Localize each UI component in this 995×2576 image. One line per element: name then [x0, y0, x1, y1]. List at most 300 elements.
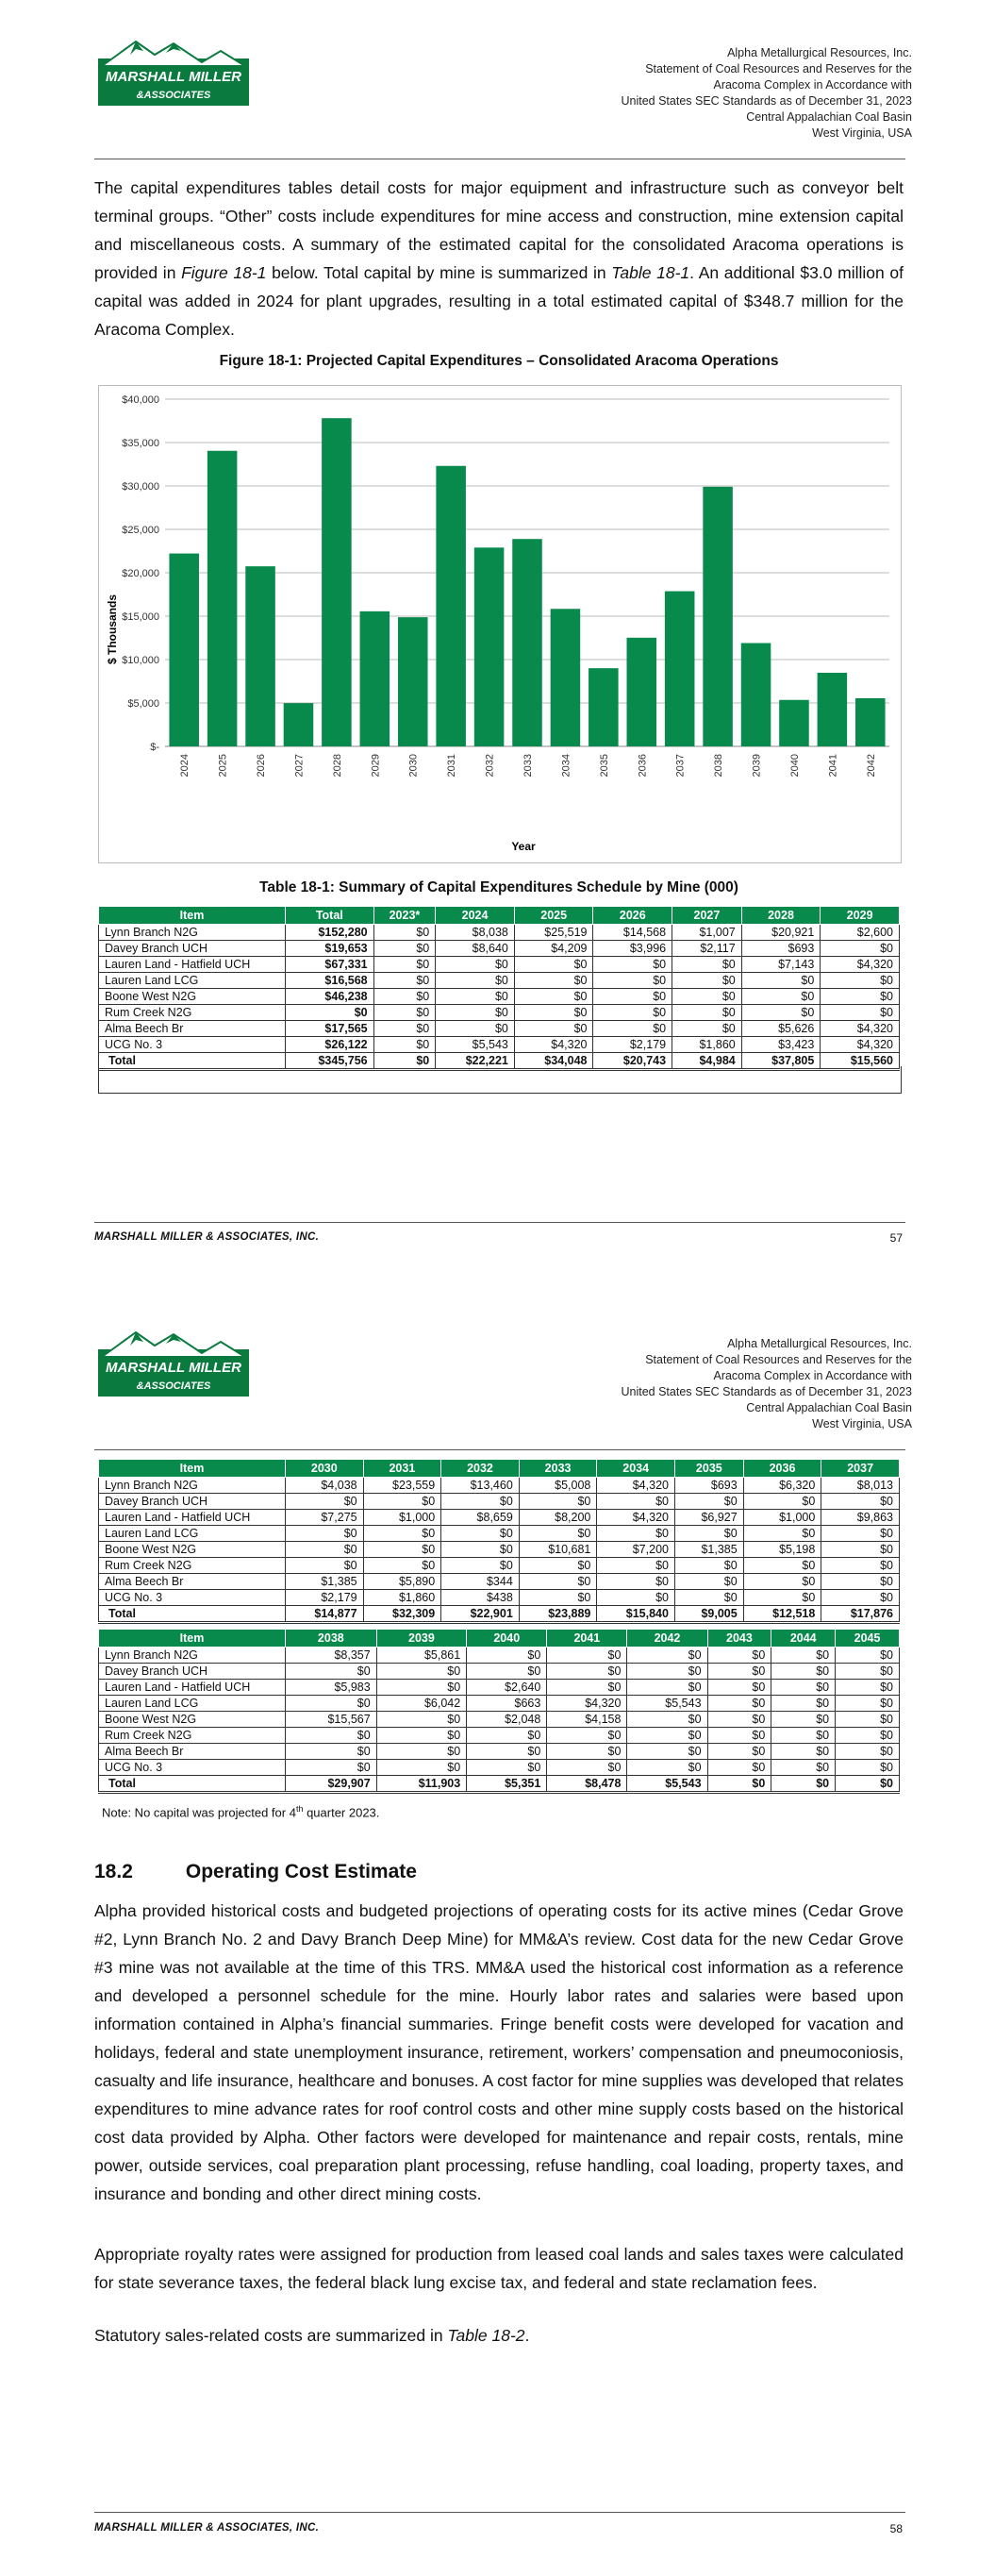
table-cell: $0	[514, 1021, 593, 1037]
table-cell: $0	[707, 1744, 771, 1760]
table-cell: $7,200	[597, 1542, 675, 1558]
table-cell: $438	[441, 1590, 520, 1606]
table-cell: $0	[436, 973, 515, 989]
table-row	[99, 1760, 900, 1776]
table-cell: $17,565	[286, 1021, 374, 1037]
table-cell: $8,640	[436, 941, 515, 957]
footer-firm-name: MARSHALL MILLER & ASSOCIATES, INC.	[94, 2522, 320, 2534]
row-label: Lynn Branch N2G	[99, 925, 286, 941]
table-cell: $1,385	[674, 1542, 743, 1558]
row-label: UCG No. 3	[99, 1760, 286, 1776]
bar-2039	[741, 643, 771, 746]
header-line4: United States SEC Standards as of December 31, 2023	[621, 94, 912, 108]
table-cell: $0	[519, 1526, 597, 1542]
table-cell: $0	[436, 1005, 515, 1021]
table-cell: $0	[741, 973, 821, 989]
table-cell: $0	[363, 1494, 441, 1510]
table-cell: $0	[821, 1558, 900, 1574]
table-cell: $0	[707, 1648, 771, 1664]
table-cell: $0	[547, 1648, 627, 1664]
column-header: 2042	[627, 1630, 707, 1648]
table-cell: $2,048	[467, 1712, 547, 1728]
table-cell: $0	[627, 1680, 707, 1696]
table-row	[99, 1712, 900, 1728]
total-row	[99, 1776, 900, 1793]
total-cell: $5,351	[467, 1776, 547, 1793]
total-cell: $0	[373, 1053, 436, 1070]
total-cell: $11,903	[376, 1776, 467, 1793]
total-cell: $9,005	[674, 1606, 743, 1623]
table-cell: $0	[821, 1590, 900, 1606]
table-cell: $0	[836, 1696, 900, 1712]
table-cell: $0	[514, 973, 593, 989]
table-cell: $0	[373, 1005, 436, 1021]
table-row	[99, 1494, 900, 1510]
table-cell: $8,013	[821, 1478, 900, 1494]
table-cell: $2,179	[286, 1590, 364, 1606]
section-number: 18.2	[94, 1861, 133, 1882]
table-row	[99, 973, 900, 989]
table-row	[99, 1728, 900, 1744]
x-tick-label: 2029	[370, 754, 382, 778]
x-tick-label: 2041	[827, 754, 839, 778]
column-header: 2031	[363, 1460, 441, 1478]
table-row	[99, 1590, 900, 1606]
row-label: Lauren Land - Hatfield UCH	[99, 1510, 286, 1526]
capex-table-2023-2029	[98, 906, 900, 1071]
table-cell: $0	[373, 1037, 436, 1053]
table-spacer-row	[98, 1066, 902, 1094]
table-row	[99, 1526, 900, 1542]
table-cell: $5,983	[286, 1680, 377, 1696]
column-header: 2039	[376, 1630, 467, 1648]
total-cell: $23,889	[519, 1606, 597, 1623]
table-cell: $693	[674, 1478, 743, 1494]
total-label: Total	[99, 1776, 286, 1793]
total-cell: $345,756	[286, 1053, 374, 1070]
table-cell: $0	[627, 1760, 707, 1776]
y-tick-label: $35,000	[122, 438, 159, 449]
figure-caption: Figure 18-1: Projected Capital Expenditures – Consolidated Aracoma Operations	[219, 353, 779, 369]
table-cell: $0	[514, 957, 593, 973]
table-row	[99, 1558, 900, 1574]
table-cell: $0	[771, 1696, 836, 1712]
row-label: Davey Branch UCH	[99, 941, 286, 957]
marshall-miller-logo	[98, 38, 249, 106]
table-cell: $4,320	[821, 957, 900, 973]
bar-2024	[169, 554, 199, 746]
table-cell: $0	[672, 1021, 742, 1037]
table-cell: $0	[627, 1728, 707, 1744]
bar-2034	[551, 609, 581, 746]
table-cell: $0	[519, 1574, 597, 1590]
y-tick-label: $40,000	[122, 394, 159, 406]
column-header: 2027	[672, 907, 742, 925]
table-cell: $0	[743, 1494, 821, 1510]
x-tick-label: 2037	[674, 754, 687, 778]
column-header: 2036	[743, 1460, 821, 1478]
table-cell: $8,200	[519, 1510, 597, 1526]
header-line2: Statement of Coal Resources and Reserves for the	[645, 62, 912, 75]
y-tick-label: $25,000	[122, 525, 159, 536]
table-cell: $67,331	[286, 957, 374, 973]
table-cell: $0	[376, 1760, 467, 1776]
table-cell: $19,653	[286, 941, 374, 957]
table-cell: $0	[286, 1760, 377, 1776]
row-label: Alma Beech Br	[99, 1021, 286, 1037]
x-tick-label: 2038	[713, 754, 725, 778]
table-cell: $0	[514, 1005, 593, 1021]
table-row	[99, 1037, 900, 1053]
bar-2036	[626, 638, 656, 746]
table-cell: $0	[771, 1648, 836, 1664]
column-header: 2026	[593, 907, 672, 925]
table-cell: $0	[821, 989, 900, 1005]
section-title: Operating Cost Estimate	[185, 1861, 417, 1882]
column-header: 2040	[467, 1630, 547, 1648]
table-cell: $0	[441, 1526, 520, 1542]
header-line6: West Virginia, USA	[812, 126, 912, 140]
table-cell: $2,179	[593, 1037, 672, 1053]
row-label: Rum Creek N2G	[99, 1558, 286, 1574]
table-cell: $4,320	[597, 1478, 675, 1494]
table-cell: $0	[373, 941, 436, 957]
table-row	[99, 925, 900, 941]
marshall-miller-logo	[98, 1329, 249, 1397]
table-cell: $0	[373, 973, 436, 989]
column-header: 2023*	[373, 907, 436, 925]
table-cell: $0	[593, 973, 672, 989]
column-header: Item	[99, 907, 286, 925]
y-tick-label: $15,000	[122, 611, 159, 623]
column-header: Total	[286, 907, 374, 925]
table-row	[99, 1574, 900, 1590]
total-label: Total	[99, 1606, 286, 1623]
table-cell: $0	[674, 1574, 743, 1590]
table-row	[99, 1021, 900, 1037]
table-cell: $0	[821, 1542, 900, 1558]
table-cell: $0	[674, 1590, 743, 1606]
table-cell: $0	[627, 1648, 707, 1664]
table-cell: $0	[547, 1744, 627, 1760]
total-cell: $34,048	[514, 1053, 593, 1070]
total-row	[99, 1606, 900, 1623]
total-cell: $0	[771, 1776, 836, 1793]
table-cell: $0	[674, 1558, 743, 1574]
table-cell: $8,038	[436, 925, 515, 941]
table-cell: $0	[376, 1680, 467, 1696]
table-cell: $7,143	[741, 957, 821, 973]
table-cell: $4,320	[821, 1037, 900, 1053]
total-cell: $14,877	[286, 1606, 364, 1623]
x-tick-label: 2030	[407, 754, 420, 778]
row-label: Rum Creek N2G	[99, 1728, 286, 1744]
y-tick-label: $30,000	[122, 481, 159, 493]
table-cell: $0	[627, 1744, 707, 1760]
table-cell: $5,008	[519, 1478, 597, 1494]
table-cell: $8,659	[441, 1510, 520, 1526]
table-cell: $8,357	[286, 1648, 377, 1664]
page-number: 57	[889, 1231, 903, 1245]
table-reference: Table 18-1	[611, 263, 690, 282]
total-cell: $5,543	[627, 1776, 707, 1793]
table-cell: $0	[286, 1744, 377, 1760]
footer-rule	[94, 2512, 905, 2513]
table-cell: $0	[547, 1728, 627, 1744]
column-header: 2030	[286, 1460, 364, 1478]
table-cell: $1,385	[286, 1574, 364, 1590]
row-label: Lauren Land LCG	[99, 1526, 286, 1542]
logo-main-text: MARSHALL MILLER	[106, 69, 241, 85]
table-cell: $2,640	[467, 1680, 547, 1696]
table-cell: $693	[741, 941, 821, 957]
footer-rule	[94, 1222, 905, 1223]
table-cell: $4,038	[286, 1478, 364, 1494]
total-cell: $22,221	[436, 1053, 515, 1070]
table-cell: $0	[836, 1760, 900, 1776]
bar-2041	[818, 673, 848, 746]
operating-cost-paragraph: Alpha provided historical costs and budgeted projections of operating costs for its active mines (Cedar Grove #2, Lynn Branch No. 2 and Davy Branch Deep Mine) for MM&A’s review. Cost data for the new Cedar Grove #3 mine was not available at the time of this TRS. MM&A used the historical cost information as a reference and developed a personnel schedule for the mine. Hourly labor rates and salaries were based upon information contained in Alpha’s financial summaries. Fringe benefit costs were developed for vacation and holidays, federal and state unemployment insurance, retirement, workers’ compensation and pneumoconiosis, casualty and life insurance, healthcare and bonuses. A cost factor for mine supplies was developed that relates expenditures to mine advance rates for roof control costs and other mine supply costs based on the historical cost data provided by Alpha. Other factors were developed for maintenance and repair costs, rentals, mine power, outside services, coal preparation plant processing, refuse handling, coal loading, property taxes, and insurance and bonding and other direct mining costs.	[94, 1901, 904, 2203]
column-header: 2041	[547, 1630, 627, 1648]
total-cell: $29,907	[286, 1776, 377, 1793]
table-cell: $0	[373, 925, 436, 941]
table-cell: $0	[771, 1712, 836, 1728]
x-tick-label: 2040	[788, 754, 801, 778]
table-cell: $0	[467, 1760, 547, 1776]
column-header: 2033	[519, 1460, 597, 1478]
table-cell: $0	[286, 1542, 364, 1558]
table-cell: $0	[743, 1558, 821, 1574]
table-cell: $0	[627, 1712, 707, 1728]
bar-2031	[436, 466, 466, 746]
table-cell: $0	[836, 1648, 900, 1664]
y-tick-label: $20,000	[122, 568, 159, 579]
table-cell: $0	[821, 1005, 900, 1021]
table-cell: $0	[286, 1728, 377, 1744]
table-cell: $0	[593, 989, 672, 1005]
table-row	[99, 1696, 900, 1712]
table-cell: $0	[743, 1574, 821, 1590]
table-cell: $0	[436, 957, 515, 973]
table-cell: $0	[821, 1494, 900, 1510]
total-cell: $0	[836, 1776, 900, 1793]
table-cell: $0	[743, 1526, 821, 1542]
table-cell: $0	[707, 1664, 771, 1680]
table-cell: $0	[373, 957, 436, 973]
x-tick-label: 2026	[256, 754, 268, 778]
table-cell: $6,320	[743, 1478, 821, 1494]
footer-firm-name: MARSHALL MILLER & ASSOCIATES, INC.	[94, 1231, 320, 1243]
table-cell: $4,320	[514, 1037, 593, 1053]
total-cell: $20,743	[593, 1053, 672, 1070]
x-tick-label: 2042	[865, 754, 877, 778]
table-row	[99, 1005, 900, 1021]
row-label: Davey Branch UCH	[99, 1494, 286, 1510]
table-cell: $1,000	[743, 1510, 821, 1526]
logo-main-text: MARSHALL MILLER	[106, 1360, 241, 1376]
table-cell: $2,117	[672, 941, 742, 957]
bar-2027	[284, 703, 314, 746]
table-cell: $0	[286, 1558, 364, 1574]
total-cell: $37,805	[741, 1053, 821, 1070]
header-company: Alpha Metallurgical Resources, Inc.	[727, 1337, 912, 1350]
table-cell: $9,863	[821, 1510, 900, 1526]
table-cell: $0	[519, 1494, 597, 1510]
column-header: Item	[99, 1630, 286, 1648]
row-label: Lauren Land LCG	[99, 973, 286, 989]
total-cell: $4,984	[672, 1053, 742, 1070]
table-cell: $1,860	[672, 1037, 742, 1053]
table-cell: $5,198	[743, 1542, 821, 1558]
table-cell: $0	[376, 1664, 467, 1680]
table-cell: $0	[707, 1680, 771, 1696]
column-header: Item	[99, 1460, 286, 1478]
x-tick-label: 2035	[598, 754, 610, 778]
x-tick-label: 2031	[446, 754, 458, 778]
table-cell: $0	[436, 1021, 515, 1037]
bar-2026	[245, 566, 275, 746]
table-cell: $23,559	[363, 1478, 441, 1494]
statutory-paragraph: Statutory sales-related costs are summarized in Table 18-2.	[94, 2326, 530, 2345]
column-header: 2044	[771, 1630, 836, 1648]
table-cell: $0	[821, 973, 900, 989]
table-cell: $344	[441, 1574, 520, 1590]
row-label: Boone West N2G	[99, 989, 286, 1005]
table-cell: $26,122	[286, 1037, 374, 1053]
total-cell: $8,478	[547, 1776, 627, 1793]
table-cell: $0	[771, 1760, 836, 1776]
header-line3: Aracoma Complex in Accordance with	[713, 1369, 912, 1382]
table-cell: $0	[547, 1664, 627, 1680]
royalty-paragraph: Appropriate royalty rates were assigned for production from leased coal lands and sales taxes were calculated for state severance taxes, the federal black lung excise tax, and federal and state reclamation fees.	[94, 2245, 904, 2292]
table-cell: $5,543	[627, 1696, 707, 1712]
bar-2028	[322, 418, 352, 746]
document-header	[621, 45, 912, 142]
header-line4: United States SEC Standards as of December 31, 2023	[621, 1385, 912, 1398]
logo-sub-text: &ASSOCIATES	[136, 90, 211, 101]
table-cell: $16,568	[286, 973, 374, 989]
table-row	[99, 941, 900, 957]
table-cell: $0	[519, 1590, 597, 1606]
total-cell: $15,840	[597, 1606, 675, 1623]
table-cell: $3,423	[741, 1037, 821, 1053]
row-label: UCG No. 3	[99, 1037, 286, 1053]
intro-paragraph: The capital expenditures tables detail costs for major equipment and infrastructure such as conveyor belt terminal groups. “Other” costs include expenditures for mine access and construction, mine extension capital and miscellaneous costs. A summary of the estimated capital for the consolidated Aracoma operations is provided in Figure 18-1 below. Total capital by mine is summarized in Table 18-1. An additional $3.0 million of capital was added in 2024 for plant upgrades, resulting in a total estimated capital of $348.7 million for the Aracoma Complex.	[94, 178, 904, 339]
table-cell: $0	[672, 1005, 742, 1021]
table-cell: $0	[707, 1760, 771, 1776]
y-tick-label: $10,000	[122, 655, 159, 666]
table-cell: $0	[593, 957, 672, 973]
figure-reference: Figure 18-1	[181, 263, 267, 282]
table-cell: $0	[373, 1021, 436, 1037]
table-cell: $0	[376, 1728, 467, 1744]
table-cell: $0	[441, 1558, 520, 1574]
table-cell: $0	[836, 1728, 900, 1744]
table-cell: $10,681	[519, 1542, 597, 1558]
x-tick-label: 2028	[331, 754, 343, 778]
table-row	[99, 989, 900, 1005]
header-line5: Central Appalachian Coal Basin	[746, 110, 912, 124]
row-label: Alma Beech Br	[99, 1744, 286, 1760]
column-header: 2029	[821, 907, 900, 925]
table-cell: $0	[821, 941, 900, 957]
bar-2040	[779, 700, 809, 746]
page-58	[0, 1283, 995, 2576]
table-cell: $0	[363, 1558, 441, 1574]
table-cell: $0	[547, 1680, 627, 1696]
table-cell: $0	[771, 1744, 836, 1760]
table-note: Note: No capital was projected for 4th quarter 2023.	[102, 1804, 380, 1820]
capex-table-2038-2045	[98, 1629, 900, 1794]
column-header: 2038	[286, 1630, 377, 1648]
table-cell: $0	[376, 1712, 467, 1728]
column-header: 2025	[514, 907, 593, 925]
column-header: 2035	[674, 1460, 743, 1478]
table-cell: $0	[363, 1526, 441, 1542]
document-header	[621, 1336, 912, 1432]
column-header: 2037	[821, 1460, 900, 1478]
table-cell: $0	[593, 1021, 672, 1037]
table-cell: $0	[597, 1574, 675, 1590]
x-tick-label: 2025	[217, 754, 229, 778]
total-cell: $12,518	[743, 1606, 821, 1623]
column-header: 2034	[597, 1460, 675, 1478]
header-line2: Statement of Coal Resources and Reserves for the	[645, 1353, 912, 1366]
x-tick-label: 2034	[560, 754, 572, 778]
table-cell: $0	[286, 1494, 364, 1510]
total-cell: $32,309	[363, 1606, 441, 1623]
table-cell: $0	[593, 1005, 672, 1021]
table-cell: $0	[821, 1574, 900, 1590]
table-cell: $5,543	[436, 1037, 515, 1053]
table-cell: $0	[836, 1712, 900, 1728]
total-cell: $0	[707, 1776, 771, 1793]
table-cell: $0	[836, 1744, 900, 1760]
table-cell: $20,921	[741, 925, 821, 941]
table-cell: $6,927	[674, 1510, 743, 1526]
table-cell: $0	[286, 1005, 374, 1021]
table-cell: $0	[741, 989, 821, 1005]
table-cell: $0	[373, 989, 436, 1005]
table-row	[99, 1648, 900, 1664]
table-cell: $0	[514, 989, 593, 1005]
table-cell: $0	[707, 1696, 771, 1712]
table-cell: $0	[597, 1526, 675, 1542]
bar-2029	[360, 611, 390, 746]
x-tick-label: 2032	[484, 754, 496, 778]
table-cell: $0	[597, 1558, 675, 1574]
table-cell: $0	[674, 1526, 743, 1542]
bar-2032	[474, 547, 505, 746]
table-cell: $0	[467, 1648, 547, 1664]
total-cell: $17,876	[821, 1606, 900, 1623]
bar-2037	[665, 592, 695, 746]
table-row	[99, 957, 900, 973]
table-cell: $0	[674, 1494, 743, 1510]
table-cell: $0	[467, 1744, 547, 1760]
table-row	[99, 1510, 900, 1526]
table-cell: $0	[376, 1744, 467, 1760]
header-rule	[94, 1449, 905, 1450]
chart-frame	[98, 385, 902, 863]
capex-table-2030-2037	[98, 1459, 900, 1624]
x-tick-label: 2036	[637, 754, 649, 778]
table-cell: $0	[597, 1494, 675, 1510]
x-tick-label: 2039	[751, 754, 763, 778]
x-tick-label: 2033	[522, 754, 534, 778]
table-cell: $4,158	[547, 1712, 627, 1728]
table-cell: $0	[836, 1664, 900, 1680]
